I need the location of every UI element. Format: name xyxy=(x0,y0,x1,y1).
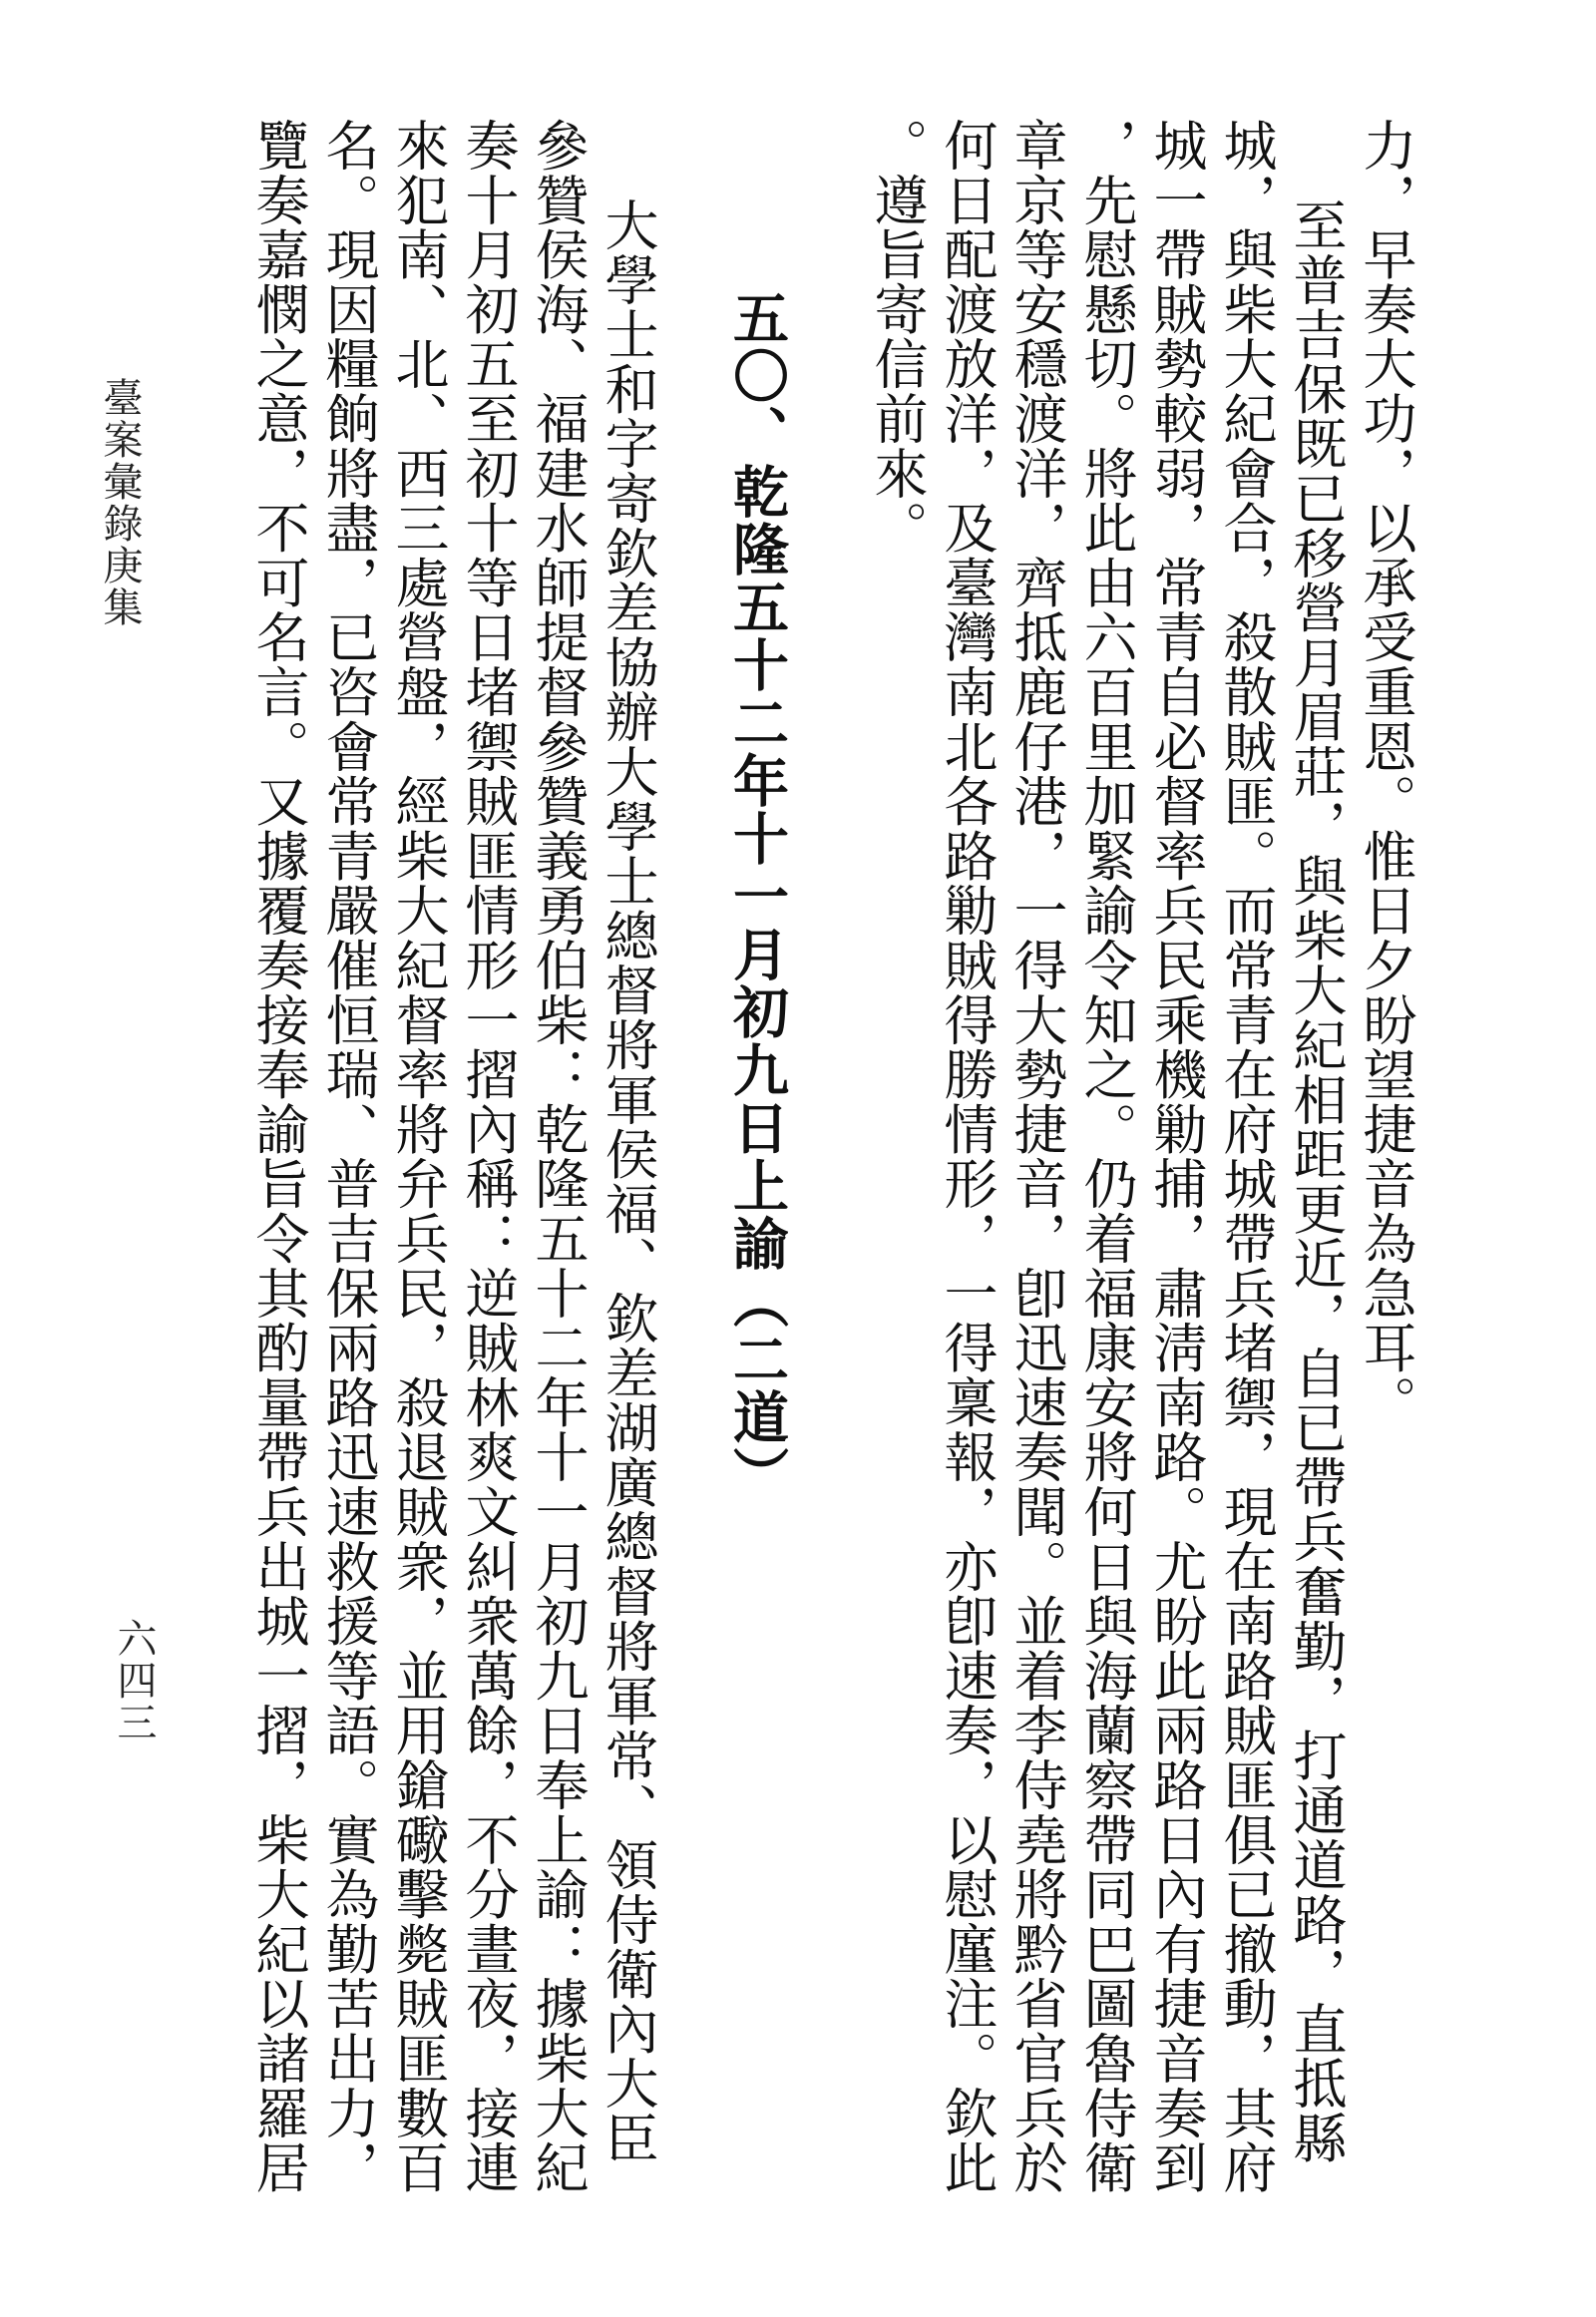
text-column-13: 名。現因糧餉將盡，已咨會常青嚴催恒瑞、普吉保兩路迅速救援等語。實為勤苦出力， xyxy=(317,118,380,2195)
text-column-4: 城一帶賊勢較弱，常青自必督率兵民乘機勦捕，肅淸南路。尤盼此兩路日內有捷音奏到 xyxy=(1145,118,1208,2195)
text-column-12: 來犯南、北、西三處營盤，經柴大紀督率將弁兵民，殺退賊衆，並用鎗礮擊斃賊匪數百 xyxy=(387,118,450,2195)
text-column-9: 大學士和字寄欽差協辦大學士總督將軍侯福、欽差湖廣總督將軍常、領侍衛內大臣 xyxy=(597,197,659,2165)
text-column-3: 城，與柴大紀會合，殺散賊匪。而常青在府城帶兵堵禦，現在南路賊匪俱已撤動，其府 xyxy=(1215,118,1278,2195)
text-column-11: 奏十月初五至初十等日堵禦賊匪情形一摺內稱：逆賊林爽文糾衆萬餘，不分晝夜，接連 xyxy=(457,118,520,2195)
text-column-14: 覽奏嘉憫之意，不可名言。又據覆奏接奉諭旨令其酌量帶兵出城一摺，柴大紀以諸羅居 xyxy=(247,118,310,2195)
text-column-5: ，先慰懸切。將此由六百里加緊諭令知之。仍着福康安將何日與海蘭察帶同巴圖魯侍衛 xyxy=(1075,118,1138,2195)
text-column-7: 何日配渡放洋，及臺灣南北各路勦賊得勝情形，一得稟報，亦卽速奏，以慰廑注。欽此 xyxy=(936,118,998,2195)
text-column-8: 。遵旨寄信前來。 xyxy=(866,118,929,556)
book-title: 臺案彙錄庚集 xyxy=(97,377,143,628)
text-column-2: 至普吉保既已移營月眉莊，與柴大紀相距更近，自已帶兵奮勤，打通道路，直抵縣 xyxy=(1285,197,1348,2165)
text-column-1: 力，早奏大功，以承受重恩。惟日夕盼望捷音為急耳。 xyxy=(1355,118,1417,1430)
text-column-6: 章京等安穩渡洋，齊抵鹿仔港，一得大勢捷音，卽迅速奏聞。並着李侍堯將黔省官兵於 xyxy=(1005,118,1068,2195)
text-column-10: 參贊侯海、福建水師提督參贊義勇伯柴：乾隆五十二年十一月初九日奉上諭：據柴大紀 xyxy=(527,118,590,2195)
page-number: 六四三 xyxy=(111,1618,157,1743)
section-heading: 五〇、乾隆五十二年十一月初九日上諭（二道） xyxy=(724,289,789,1504)
